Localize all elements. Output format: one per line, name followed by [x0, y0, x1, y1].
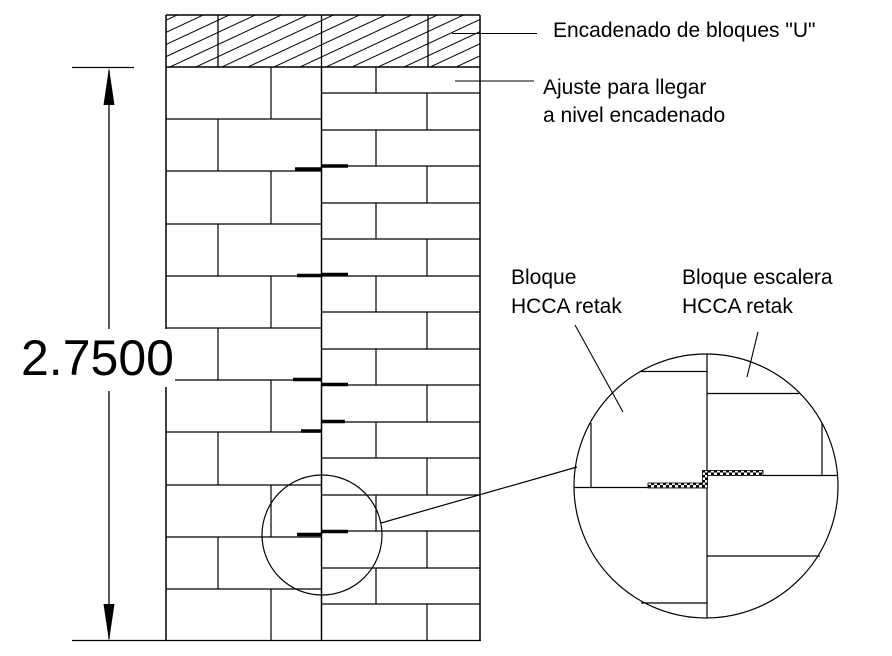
dimension-value: 2.7500	[21, 330, 174, 386]
label-ajuste	[543, 74, 725, 129]
dimension-arrow-up	[104, 68, 115, 105]
label-bloque	[511, 263, 622, 321]
hatch-band-u-blocks	[166, 15, 480, 67]
label-bloque-escalera-line1: Bloque escalera	[682, 266, 833, 289]
dimension-arrow-down	[104, 604, 115, 641]
tie-strip-jog	[703, 471, 708, 489]
label-ajuste-line2: a nivel encadenado	[543, 103, 726, 127]
right-leaf-blocks	[322, 67, 481, 641]
label-bloque-escalera-line2: HCCA retak	[682, 295, 793, 318]
label-ajuste-line1: Ajuste para llegar	[543, 76, 707, 99]
hatch-fill	[166, 15, 480, 67]
detail-enlarged-joint	[574, 354, 838, 618]
tie-strip-left	[648, 483, 707, 488]
left-leaf-blocks	[166, 67, 322, 641]
label-bloque-line2: HCCA retak	[511, 295, 622, 318]
tie-strip-right	[707, 471, 763, 476]
label-bloque-line1: Bloque	[511, 266, 577, 289]
leader-bloque-escalera	[747, 332, 758, 377]
leader-bloque	[575, 325, 623, 412]
label-bloque-escalera	[682, 263, 833, 321]
label-encadenado: Encadenado de bloques "U"	[553, 19, 816, 42]
